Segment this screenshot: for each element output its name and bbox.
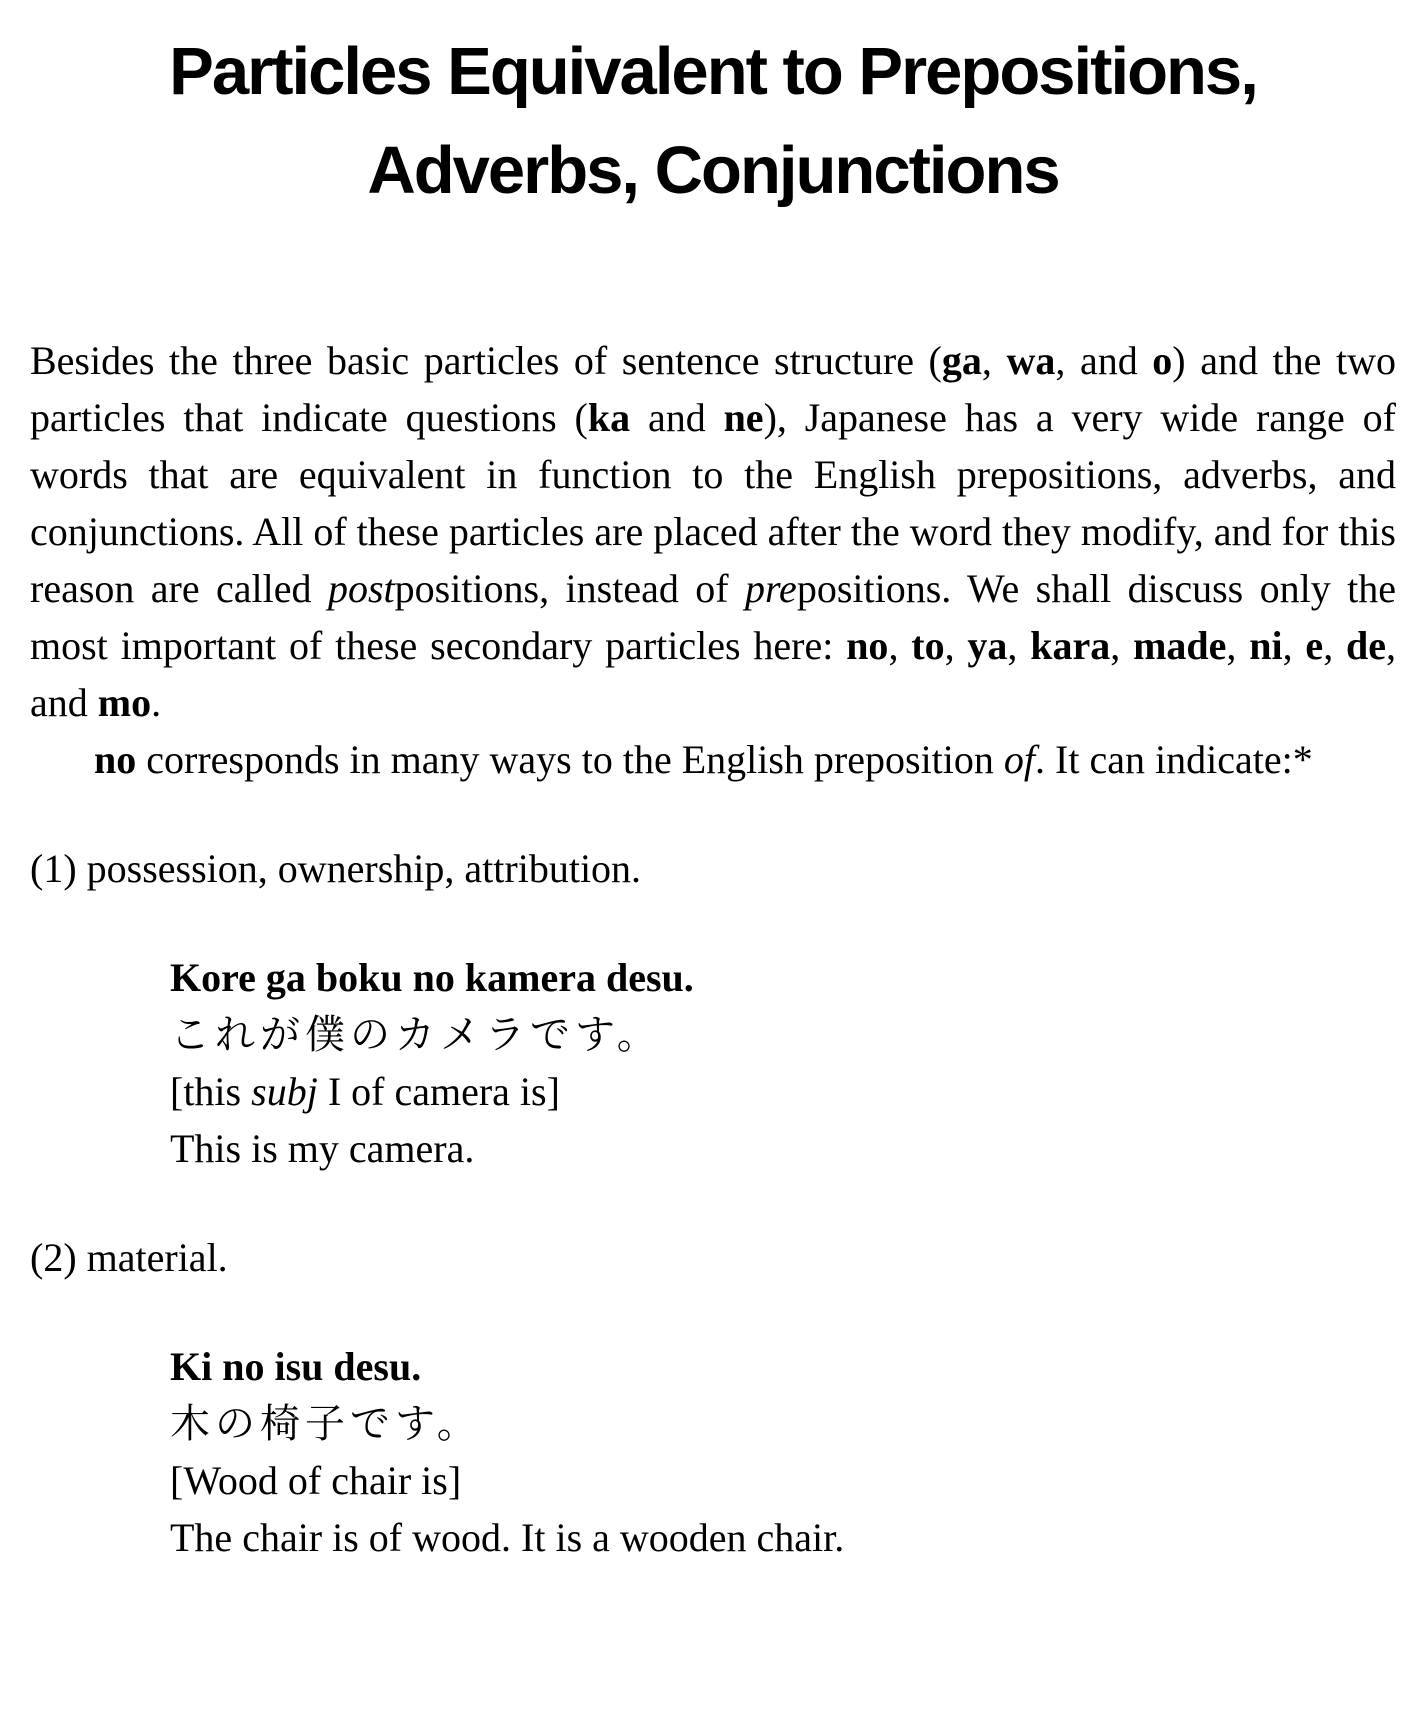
page-title-line-2: Adverbs, Conjunctions xyxy=(367,133,1059,208)
example-1-translation-line: This is my camera. xyxy=(170,1126,475,1171)
page-title xyxy=(30,22,1396,220)
example-2-translation-line: The chair is of wood. It is a wooden chair. xyxy=(170,1515,845,1560)
example-block-1 xyxy=(170,949,1396,1177)
page-title-line-1: Particles Equivalent to Prepositions, xyxy=(169,34,1257,109)
intro-paragraph: Besides the three basic particles of sentence structure (ga, wa, and o) and the two particles that indicate questions (ka and ne), Japanese has a very wide range of words that are equivalent in function to the English prepositions, adverbs, and conjunctions. All of these particles are placed after the word they modify, and for this reason are called postpositions, instead of prepositions. We shall discuss only the most important of these secondary particles here: no, to, ya, kara, made, ni, e, de, and mo. xyxy=(30,338,1397,725)
example-2-japanese-line: 木の椅子です。 xyxy=(170,1401,482,1446)
example-block-2 xyxy=(170,1338,1396,1566)
no-particle-paragraph: no corresponds in many ways to the English preposition of. It can indicate:* xyxy=(94,737,1313,782)
section-2-heading: (2) material. xyxy=(30,1235,228,1280)
example-1-japanese-line: これが僕のカメラです。 xyxy=(170,1012,662,1057)
example-2-romaji-line: Ki no isu desu. xyxy=(170,1344,422,1389)
section-1-heading: (1) possession, ownership, attribution. xyxy=(30,846,642,891)
example-2-gloss-line: [Wood of chair is] xyxy=(170,1458,462,1503)
example-1-romaji-line: Kore ga boku no kamera desu. xyxy=(170,955,694,1000)
example-1-gloss-line: [this subj I of camera is] xyxy=(170,1069,560,1114)
